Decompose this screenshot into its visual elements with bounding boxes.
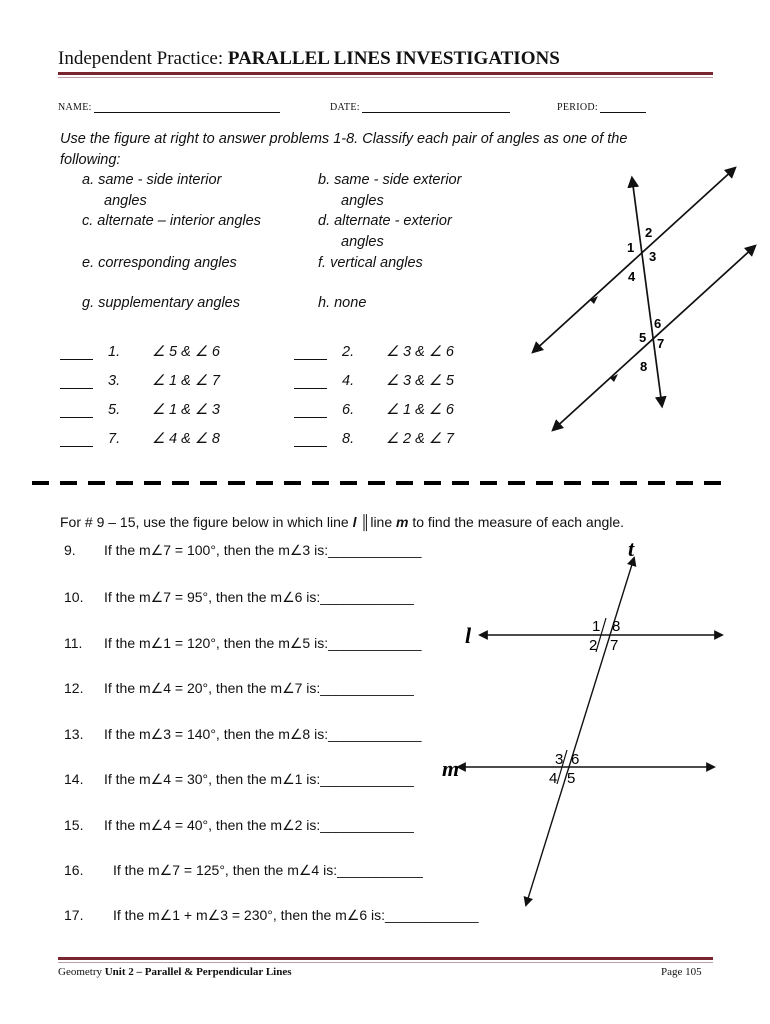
problem-number: 8. [342,431,355,447]
question-number: 16. [64,862,84,878]
option-d-cont: angles [341,234,384,250]
option-e: e. corresponding angles [82,255,237,271]
line-t [526,558,634,905]
footer-rule [58,957,713,960]
angle-label: 2 [645,225,653,240]
question-text[interactable]: If the m∠7 = 100°, then the m∠3 is:____________ [104,542,422,558]
question-text[interactable]: If the m∠1 = 120°, then the m∠5 is:____________ [104,635,422,651]
angle-label: 5 [567,770,576,787]
angle-label: 4 [628,269,636,284]
question-text[interactable]: If the m∠4 = 20°, then the m∠7 is:____________ [104,680,414,696]
question-number: 9. [64,542,76,558]
question-text[interactable]: If the m∠3 = 140°, then the m∠8 is:____________ [104,726,422,742]
angle-pair: ∠ 1 & ∠ 7 [152,373,220,389]
option-a-cont: angles [104,193,147,209]
question-number: 15. [64,817,84,833]
angle-label: 6 [654,316,662,331]
option-f: f. vertical angles [318,255,423,271]
question-number: 14. [64,771,84,787]
question-text[interactable]: If the m∠4 = 40°, then the m∠2 is:____________ [104,817,414,833]
page-title: Independent Practice: PARALLEL LINES INVESTIGATIONS [58,48,560,69]
part1-instructions: Use the figure at right to answer problems 1-8. Classify each pair of angles as one of the [60,131,628,147]
option-g: g. supplementary angles [82,295,240,311]
line-t-label: t [628,536,635,561]
question-number: 17. [64,907,84,923]
angle-label: 2 [589,637,598,654]
angle-label: 1 [627,240,635,255]
angle-label: 4 [549,770,558,787]
option-b: b. same - side exterior [318,172,462,188]
angle-pair: ∠ 5 & ∠ 6 [152,344,220,360]
angle-label: 8 [612,618,621,635]
angle-label: 6 [571,751,580,768]
angle-label: 8 [640,359,648,374]
page-number: Page 105 [661,966,702,978]
option-h: h. none [318,295,367,311]
question-text[interactable]: If the m∠1 + m∠3 = 230°, then the m∠6 is:____________ [113,907,479,923]
question-text[interactable]: If the m∠4 = 30°, then the m∠1 is:____________ [104,771,414,787]
angle-label: 1 [592,618,601,635]
angle-pair: ∠ 3 & ∠ 5 [386,373,454,389]
angle-label: 3 [649,249,657,264]
angle-pair: ∠ 2 & ∠ 7 [386,431,454,447]
angle-label: 7 [657,336,665,351]
angle-label: 3 [555,751,564,768]
line-m-label: m [442,756,460,781]
question-number: 10. [64,589,84,605]
angle-pair: ∠ 3 & ∠ 6 [386,344,454,360]
question-number: 13. [64,726,84,742]
problem-number: 3. [108,373,121,389]
question-number: 12. [64,680,84,696]
footer-left: Geometry Unit 2 – Parallel & Perpendicular Lines [58,966,292,978]
part1-instructions-cont: following: [60,152,121,168]
problem-number: 2. [342,344,355,360]
angle-label: 5 [639,330,647,345]
question-number: 11. [64,635,83,651]
footer-rule-thin [58,962,713,963]
angle-pair: ∠ 1 & ∠ 3 [152,402,220,418]
part2-instructions: For # 9 – 15, use the figure below in which line l ║line m to find the measure of each angle. [60,514,625,530]
problem-number: 5. [108,402,121,418]
name-field[interactable]: NAME: [58,101,280,113]
option-a: a. same - side interior [82,172,222,188]
problem-number: 1. [108,344,121,360]
problem-number: 6. [342,402,355,418]
line-l-label: l [465,623,472,648]
angle-pair: ∠ 4 & ∠ 8 [152,431,220,447]
option-b-cont: angles [341,193,384,209]
problem-number: 4. [342,373,355,389]
option-d: d. alternate - exterior [318,213,452,229]
period-field[interactable]: PERIOD: [557,101,646,113]
angle-pair: ∠ 1 & ∠ 6 [386,402,454,418]
option-c: c. alternate – interior angles [82,213,261,229]
question-text[interactable]: If the m∠7 = 125°, then the m∠4 is:___________ [113,862,423,878]
date-field[interactable]: DATE: [330,101,510,113]
problem-number: 7. [108,431,121,447]
question-text[interactable]: If the m∠7 = 95°, then the m∠6 is:____________ [104,589,414,605]
angle-label: 7 [610,637,619,654]
